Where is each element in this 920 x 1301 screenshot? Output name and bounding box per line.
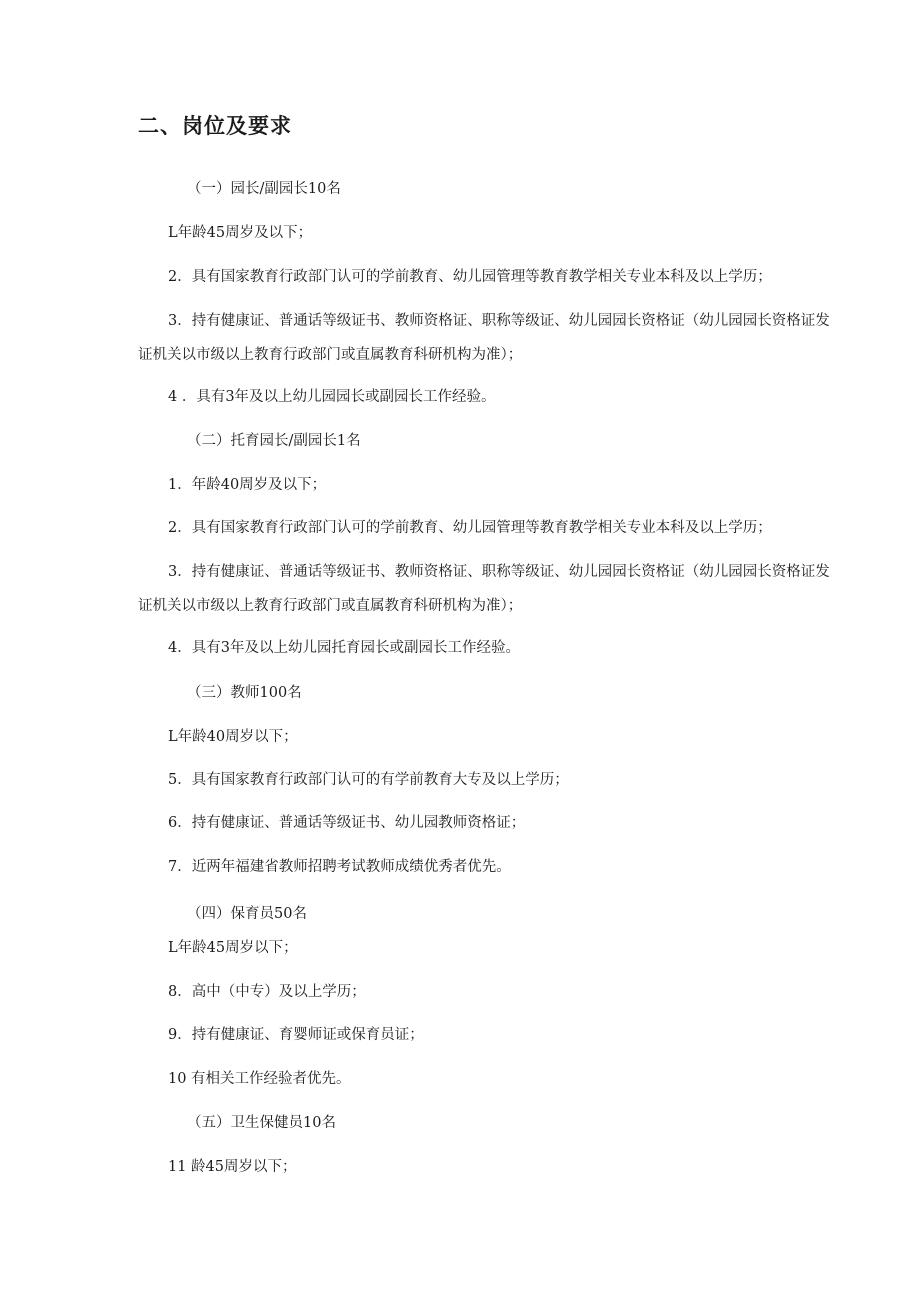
requirement-item: 5．具有国家教育行政部门认可的有学前教育大专及以上学历； [168, 772, 569, 788]
requirement-item-continuation: 证机关以市级以上教育行政部门或直属教育科研机构为准）； [138, 598, 523, 614]
requirement-item: 7．近两年福建省教师招聘考试教师成绩优秀者优先。 [168, 859, 511, 875]
subsection-title: （四）保育员50名 [187, 906, 307, 922]
section-heading: 二、岗位及要求 [138, 114, 292, 138]
requirement-item: 9．持有健康证、育婴师证或保育员证； [168, 1027, 424, 1043]
requirement-item-continuation: 证机关以市级以上教育行政部门或直属教育科研机构为准）； [138, 347, 523, 363]
requirement-item: 4．具有3年及以上幼儿园托育园长或副园长工作经验。 [168, 640, 520, 656]
subsection-title: （五）卫生保健员10名 [187, 1115, 336, 1131]
subsection-title: （一）园长/副园长10名 [187, 181, 341, 197]
requirement-item: L年龄45周岁及以下； [168, 225, 313, 241]
requirement-item: 2．具有国家教育行政部门认可的学前教育、幼儿园管理等教育教学相关专业本科及以上学历； [168, 520, 772, 536]
requirement-item: 8．高中（中专）及以上学历； [168, 984, 366, 1000]
requirement-item: 2．具有国家教育行政部门认可的学前教育、幼儿园管理等教育教学相关专业本科及以上学历； [168, 269, 772, 285]
requirement-item: L年龄40周岁以下； [168, 729, 298, 745]
requirement-item: L年龄45周岁以下； [168, 940, 298, 956]
requirement-item: 6．持有健康证、普通话等级证书、幼儿园教师资格证； [168, 815, 526, 831]
subsection-title: （二）托育园长/副园长1名 [187, 433, 361, 449]
requirement-item: 3．持有健康证、普通话等级证书、教师资格证、职称等级证、幼儿园园长资格证（幼儿园园长资格证发 [168, 313, 830, 329]
subsection-title: （三）教师100名 [187, 685, 302, 701]
requirement-item: 10 有相关工作经验者优先。 [168, 1071, 351, 1087]
requirement-item: 3．持有健康证、普通话等级证书、教师资格证、职称等级证、幼儿园园长资格证（幼儿园园长资格证发 [168, 564, 830, 580]
requirement-item: 11 龄45周岁以下； [168, 1159, 297, 1175]
requirement-item: 1．年龄40周岁及以下； [168, 477, 327, 493]
requirement-item: 4 ．具有3年及以上幼儿园园长或副园长工作经验。 [168, 389, 496, 405]
